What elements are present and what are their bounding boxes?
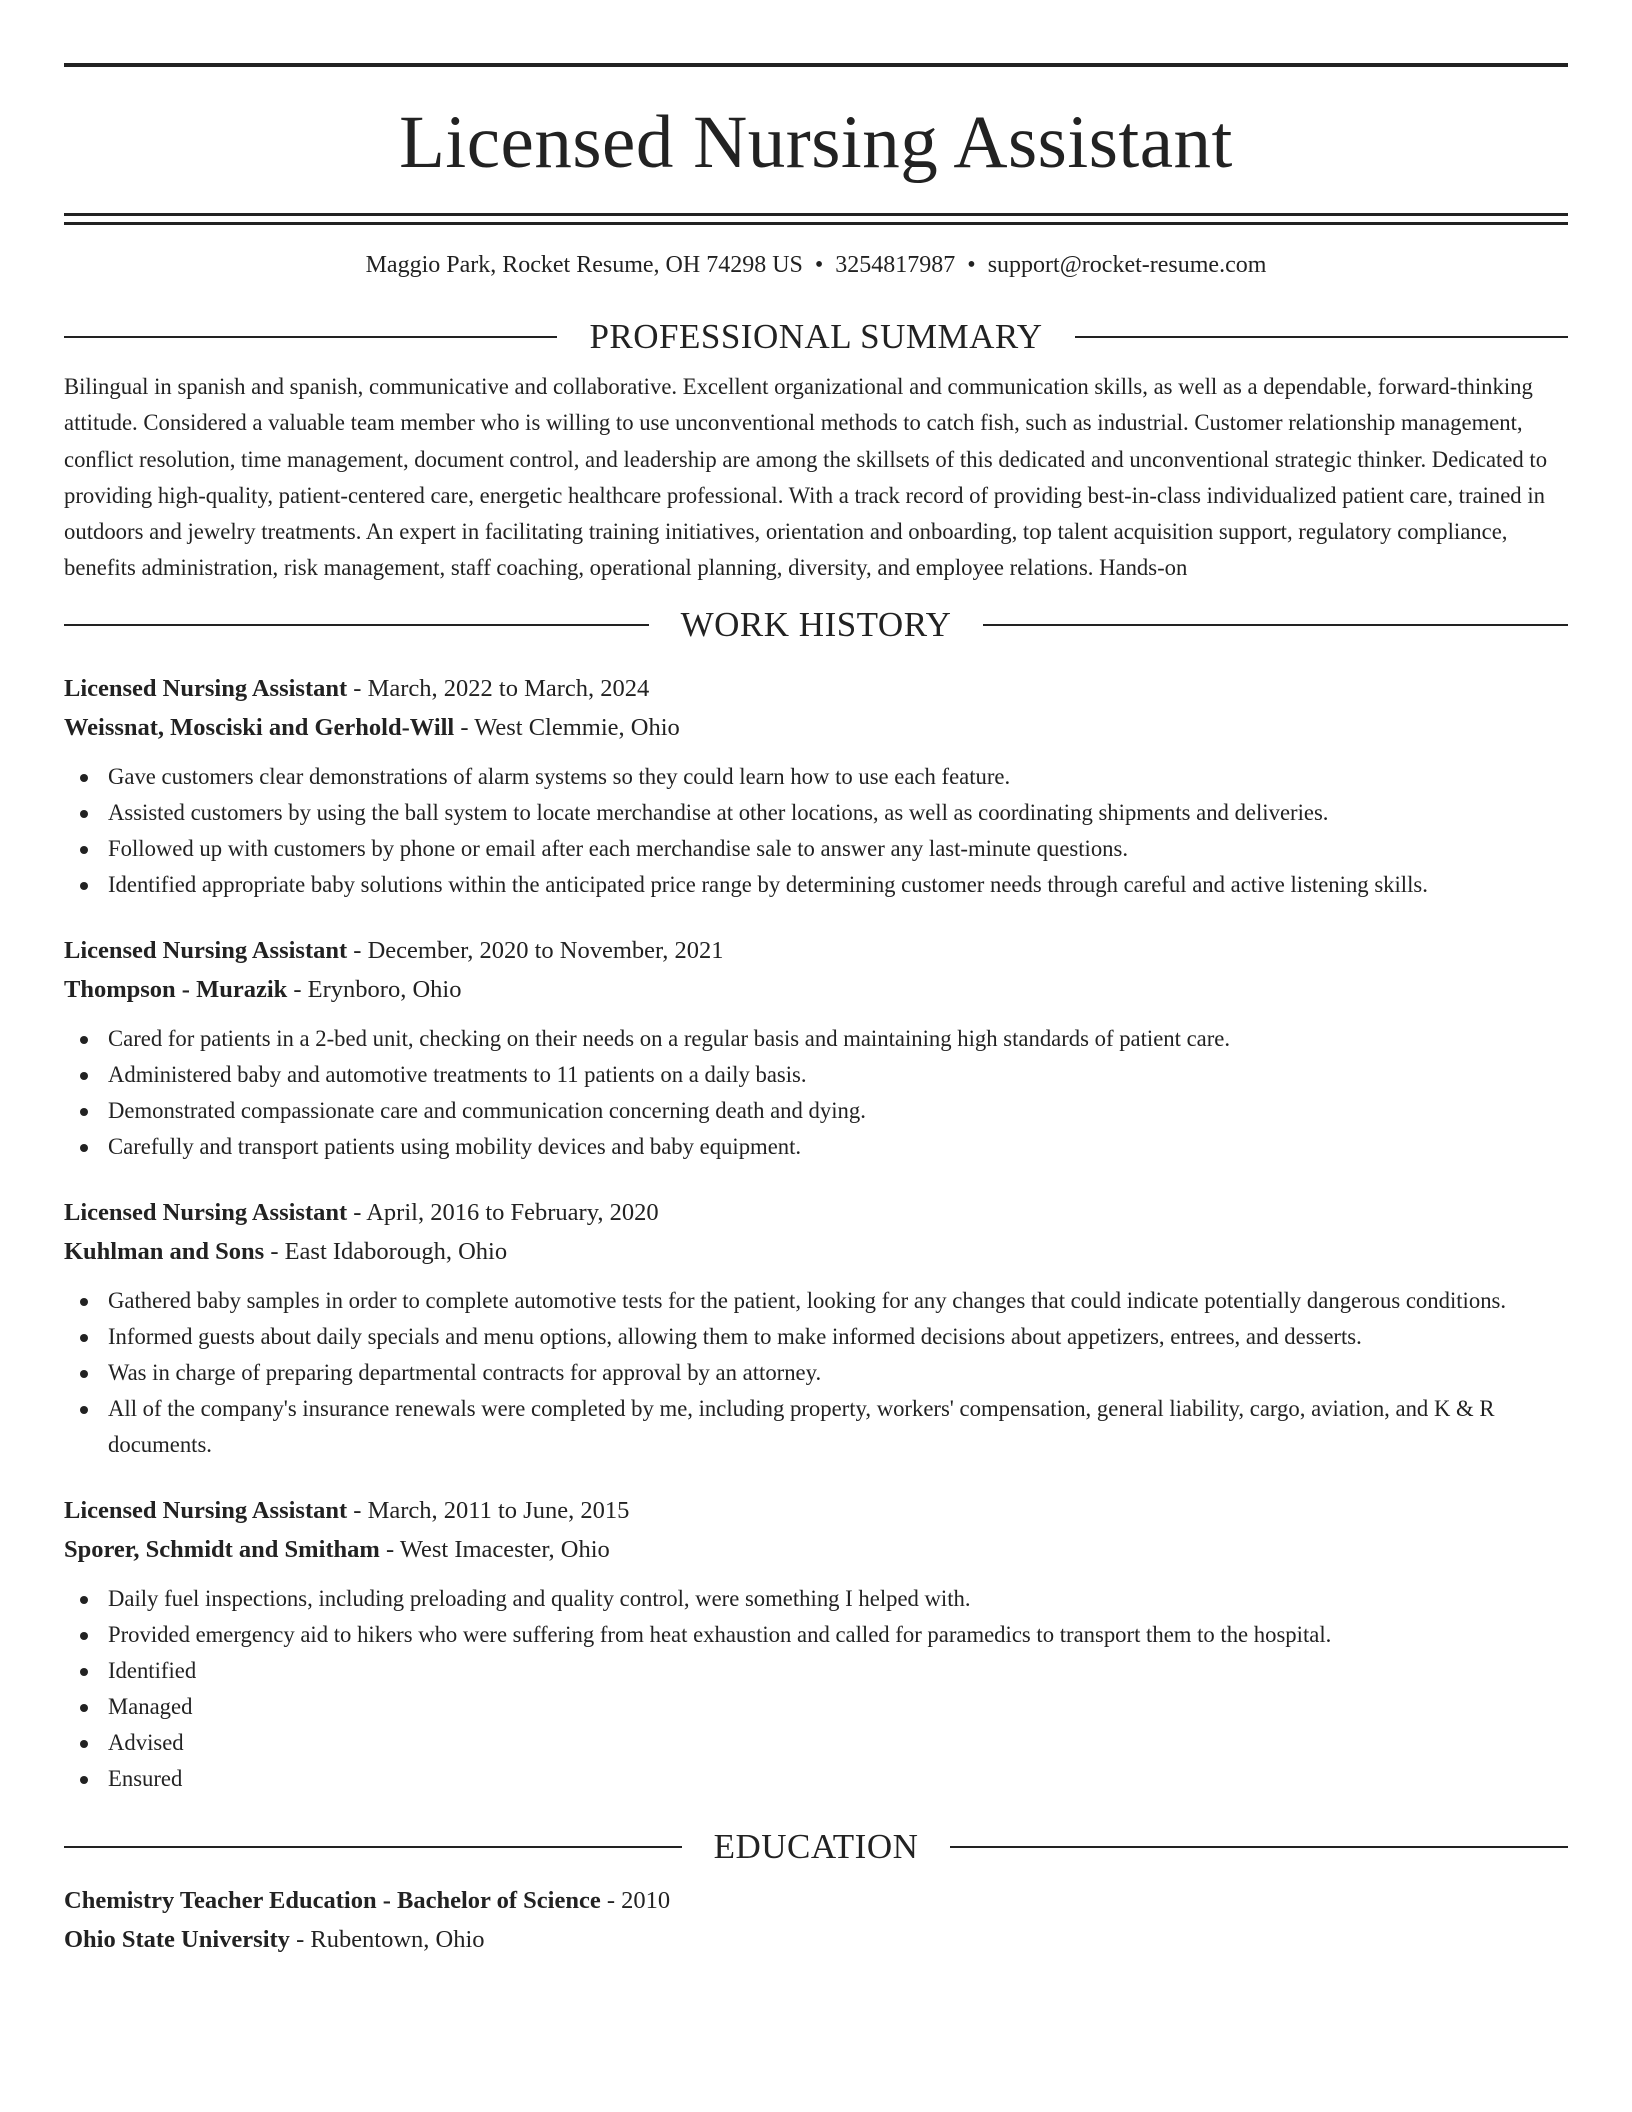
resume-title: Licensed Nursing Assistant [399,101,1233,184]
duty-item: Cared for patients in a 2-bed unit, checking on their needs on a regular basis and maintaining high standards of patient care. [64,1021,1568,1057]
job-duties [64,759,1568,903]
job-location: - East Idaborough, Ohio [270,1237,508,1265]
duty-item: Managed [64,1689,1568,1725]
job-company-line [64,1232,1568,1271]
job-location: - Erynboro, Ohio [293,975,462,1003]
work-history-list [64,669,1568,1797]
job-entry [64,931,1568,1165]
job-dates: - April, 2016 to February, 2020 [353,1198,659,1226]
school: Ohio State University [64,1925,290,1953]
job-title: Licensed Nursing Assistant [64,936,348,964]
heading-rule-right [950,1846,1568,1848]
contact-separator: • [967,252,976,278]
job-title: Licensed Nursing Assistant [64,1496,348,1524]
heading-rule-left [64,1846,682,1848]
duty-item: Advised [64,1725,1568,1761]
duty-item: Assisted customers by using the ball system to locate merchandise at other locations, as well as coordinating shipments and deliveries. [64,795,1568,831]
job-dates: - December, 2020 to November, 2021 [353,936,724,964]
contact-address: Maggio Park, Rocket Resume, OH 74298 US [365,252,803,278]
work-history-heading-text: WORK HISTORY [680,604,952,644]
job-title: Licensed Nursing Assistant [64,1198,348,1226]
job-title-line [64,931,1568,970]
heading-rule-right [983,624,1568,626]
degree-line [64,1881,1568,1920]
education-heading [64,1827,1568,1867]
contact-separator: • [814,252,824,278]
duty-item: Identified [64,1653,1568,1689]
duty-item: All of the company's insurance renewals were completed by me, including property, workers' compensation, general liability, cargo, aviation, and K & R documents. [64,1391,1568,1463]
duty-item: Followed up with customers by phone or email after each merchandise sale to answer any last-minute questions. [64,831,1568,867]
education-entry [64,1881,1568,1959]
job-dates: - March, 2022 to March, 2024 [353,674,650,702]
job-company-line [64,970,1568,1009]
contact-info [64,250,1568,280]
contact-phone: 3254817987 [835,252,956,278]
job-company-line [64,1530,1568,1569]
duty-item: Administered baby and automotive treatments to 11 patients on a daily basis. [64,1057,1568,1093]
duty-item: Informed guests about daily specials and menu options, allowing them to make informed decisions about appetizers, entrees, and desserts. [64,1319,1568,1355]
job-entry [64,669,1568,903]
duty-item: Gathered baby samples in order to complete automotive tests for the patient, looking for any changes that could indicate potentially dangerous conditions. [64,1283,1568,1319]
duty-item: Daily fuel inspections, including preloading and quality control, were something I helped with. [64,1581,1568,1617]
job-title-line [64,1491,1568,1530]
heading-rule-right [1075,336,1568,338]
summary-text: Bilingual in spanish and spanish, communicative and collaborative. Excellent organizational and communication skills, as well as a dependable, forward-thinking attitude. Considered a valuable team member who is willing to use unconventional methods to catch fish, such as industrial. Customer relationship management, conflict resolution, time management, document control, and leadership are among the skillsets of this dedicated and unconventional strategic thinker. Dedicated to providing high-quality, patient-centered care, energetic healthcare professional. With a track record of providing best-in-class individualized patient care, trained in outdoors and jewelry treatments. An expert in facilitating training initiatives, orientation and onboarding, top talent acquisition support, regulatory compliance, benefits administration, risk management, staff coaching, operational planning, diversity, and employee relations. Hands-on [64,374,1548,581]
job-title-line [64,669,1568,708]
duty-item: Carefully and transport patients using mobility devices and baby equipment. [64,1129,1568,1165]
job-company-line [64,708,1568,747]
duty-item: Was in charge of preparing departmental contracts for approval by an attorney. [64,1355,1568,1391]
summary-heading-text: PROFESSIONAL SUMMARY [589,317,1043,356]
duty-item: Ensured [64,1761,1568,1797]
job-company: Sporer, Schmidt and Smitham [64,1535,380,1563]
summary-heading [64,317,1568,357]
job-entry [64,1491,1568,1797]
job-company: Kuhlman and Sons [64,1237,265,1265]
work-history-heading [64,605,1568,645]
job-company: Thompson - Murazik [64,975,288,1003]
heading-rule-left [64,336,557,338]
duty-item: Identified appropriate baby solutions within the anticipated price range by determining customer needs through careful and active listening skills. [64,867,1568,903]
job-title: Licensed Nursing Assistant [64,674,348,702]
duty-item: Gave customers clear demonstrations of alarm systems so they could learn how to use each feature. [64,759,1568,795]
heading-rule-left [64,624,649,626]
job-dates: - March, 2011 to June, 2015 [353,1496,630,1524]
top-rule [64,63,1568,67]
job-duties [64,1581,1568,1797]
contact-email: support@rocket-resume.com [987,252,1267,278]
degree: Chemistry Teacher Education - Bachelor of Science [64,1886,601,1914]
job-duties [64,1021,1568,1165]
title-double-rule [64,213,1568,225]
education-heading-text: EDUCATION [713,1826,919,1866]
job-location: - West Imacester, Ohio [385,1535,610,1563]
school-location: - Rubentown, Ohio [296,1925,485,1953]
job-location: - West Clemmie, Ohio [460,713,680,741]
job-duties [64,1283,1568,1463]
duty-item: Demonstrated compassionate care and communication concerning death and dying. [64,1093,1568,1129]
job-title-line [64,1193,1568,1232]
duty-item: Provided emergency aid to hikers who were suffering from heat exhaustion and called for paramedics to transport them to the hospital. [64,1617,1568,1653]
school-line [64,1920,1568,1959]
job-entry [64,1193,1568,1463]
graduation-year: - 2010 [606,1886,671,1914]
job-company: Weissnat, Mosciski and Gerhold-Will [64,713,455,741]
